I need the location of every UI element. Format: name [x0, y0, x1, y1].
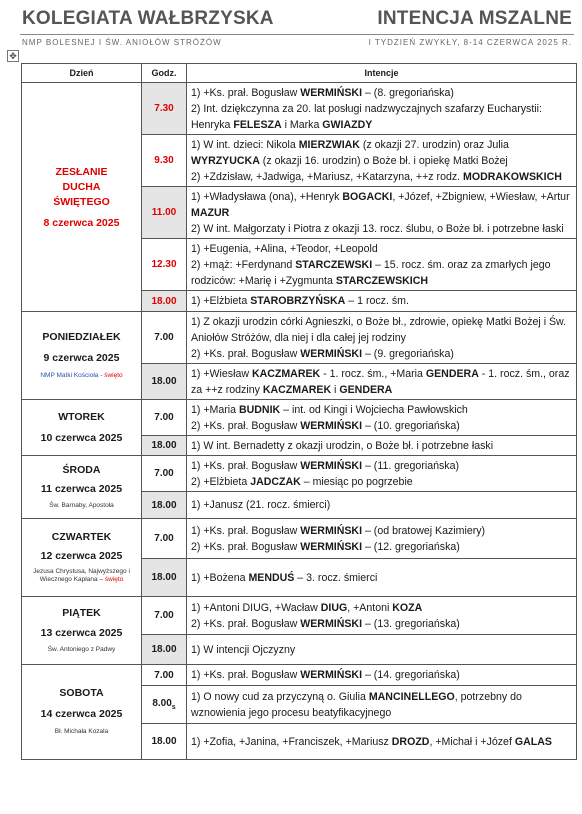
intention-cell: 1) O nowy cud za przyczyną o. Giulia MANCINELLEGO, potrzebny do wznowienia jego procesu beatyfikacyjnego: [187, 686, 577, 724]
day-date: 10 czerwca 2025: [40, 432, 123, 444]
intention-cell: 1) +Elżbieta STAROBRZYŃSKA – 1 rocz. śm.: [187, 291, 577, 312]
church-name: KOLEGIATA WAŁBRZYSKA: [22, 8, 274, 29]
church-subtitle: NMP BOLESNEJ I ŚW. ANIOŁÓW STRÓŻÓW: [22, 38, 222, 47]
document-title: INTENCJA MSZALNE: [377, 8, 572, 29]
intention-cell: 1) +Ks. prał. Bogusław WERMIŃSKI – (11. gregoriańska) 2) +Elżbieta JADCZAK – miesiąc po pogrzebie: [187, 456, 577, 492]
mass-time: $8.00_s$: [142, 686, 187, 724]
mass-time: 7.00: [142, 400, 187, 436]
table-header-row: [22, 64, 577, 83]
mass-time: 7.30: [142, 83, 187, 135]
table-row: [22, 83, 577, 135]
table-row: [22, 665, 577, 686]
intention-cell: 1) Z okazji urodzin córki Agnieszki, o Boże bł., zdrowie, opiekę Matki Bożej i Św. Aniołów Stróżów, dla niej i dla całej jej rodziny 2) +Ks. prał. Bogusław WERMIŃSKI – (9. gregoriańska): [187, 312, 577, 364]
day-date: 14 czerwca 2025: [40, 708, 123, 721]
mass-time: 12.30: [142, 239, 187, 291]
table-row: [22, 400, 577, 436]
day-note: Św. Barnaby, Apostoła: [49, 501, 114, 509]
day-cell-friday: [22, 597, 142, 665]
day-cell-tuesday: [22, 400, 142, 456]
day-date: 12 czerwca 2025: [40, 549, 123, 562]
intention-cell: 1) +Eugenia, +Alina, +Teodor, +Leopold 2) +mąż: +Ferdynand STARCZEWSKI – 15. rocz. śm. oraz za zmarłych jego rodziców: +Marię i +Zygmunta STARCZEWSKICH: [187, 239, 577, 291]
table-row: [22, 597, 577, 635]
day-name: CZWARTEK: [51, 530, 112, 543]
intention-cell: 1) +Ks. prał. Bogusław WERMIŃSKI – (8. gregoriańska) 2) Int. dziękczynna za 20. lat posługi nadzwyczajnych szafarzy Eucharystii: Henryka FELESZA i Marka GWIAZDY: [187, 83, 577, 135]
header-divider: [20, 34, 574, 35]
day-name: ZESŁANIE DUCHA ŚWIĘTEGO: [53, 166, 110, 208]
intention-cell: 1) +Wiesław KACZMAREK - 1. rocz. śm., +Maria GENDERA - 1. rocz. śm., oraz za ++z rodziny KACZMAREK i GENDERA: [187, 364, 577, 400]
intention-cell: 1) +Władysława (ona), +Henryk BOGACKI, +Józef, +Zbigniew, +Wiesław, +Artur MAZUR 2) W int. Małgorzaty i Piotra z okazji 13. rocz. ślubu, o Boże bł. i potrzebne łaski: [187, 187, 577, 239]
table-row: [22, 312, 577, 364]
day-date: 13 czerwca 2025: [40, 626, 123, 639]
day-name: SOBOTA: [59, 687, 104, 700]
day-note: Jezusa Chrystusa, Najwyższego i Wiecznego Kapłana – święto: [33, 567, 130, 583]
mass-time: 18.00: [142, 364, 187, 400]
table-row: [22, 456, 577, 492]
intention-cell: 1) +Bożena MENDUŚ – 3. rocz. śmierci: [187, 559, 577, 597]
day-cell-wednesday: [22, 456, 142, 519]
day-cell-saturday: [22, 665, 142, 760]
day-name: ŚRODA: [62, 463, 101, 476]
day-cell-thursday: [22, 519, 142, 597]
week-subtitle: I TYDZIEŃ ZWYKŁY, 8-14 CZERWCA 2025 R.: [368, 38, 572, 47]
table-row: [22, 519, 577, 559]
intentions-table: [21, 63, 577, 760]
mass-time: 18.00: [142, 492, 187, 519]
intention-cell: 1) +Maria BUDNIK – int. od Kingi i Wojciecha Pawłowskich 2) +Ks. prał. Bogusław WERMIŃSKI – (10. gregoriańska): [187, 400, 577, 436]
mass-time: 7.00: [142, 665, 187, 686]
intention-cell: 1) W int. dzieci: Nikola MIERZWIAK (z okazji 27. urodzin) oraz Julia WYRZYUCKA (z okazji 16. urodzin) o Boże bł. i opiekę Matki Bożej 2) +Zdzisław, +Jadwiga, +Mariusz, +Katarzyna, ++z rodz. MODRAKOWSKICH: [187, 135, 577, 187]
day-cell-sunday: [22, 83, 142, 312]
day-date: 11 czerwca 2025: [40, 482, 123, 495]
mass-time: 7.00: [142, 312, 187, 364]
mass-time: 7.00: [142, 519, 187, 559]
day-name: PIĄTEK: [62, 606, 101, 619]
intention-cell: 1) W intencji Ojczyzny: [187, 635, 577, 665]
mass-time: 11.00: [142, 187, 187, 239]
day-date: 9 czerwca 2025: [43, 351, 120, 364]
page-header: [20, 4, 574, 47]
col-header-time: Godz.: [142, 64, 187, 83]
intention-cell: 1) +Ks. prał. Bogusław WERMIŃSKI – (od bratowej Kazimiery) 2) +Ks. prał. Bogusław WERMIŃSKI – (12. gregoriańska): [187, 519, 577, 559]
day-note: Św. Antoniego z Padwy: [47, 645, 116, 653]
intention-cell: 1) W int. Bernadetty z okazji urodzin, o Boże bł. i potrzebne łaski: [187, 436, 577, 456]
day-date: 8 czerwca 2025: [43, 217, 120, 229]
mass-time: 18.00: [142, 291, 187, 312]
intention-cell: 1) +Zofia, +Janina, +Franciszek, +Mariusz DROZD, +Michał i +Józef GALAS: [187, 724, 577, 760]
intention-cell: 1) +Ks. prał. Bogusław WERMIŃSKI – (14. gregoriańska): [187, 665, 577, 686]
mass-time: 7.00: [142, 456, 187, 492]
day-name: WTOREK: [58, 411, 105, 423]
mass-time: 18.00: [142, 559, 187, 597]
day-cell-monday: [22, 312, 142, 400]
day-name: PONIEDZIAŁEK: [42, 330, 121, 343]
col-header-day: Dzień: [22, 64, 142, 83]
mass-time: 18.00: [142, 635, 187, 665]
mass-time: 18.00: [142, 724, 187, 760]
intention-cell: 1) +Janusz (21. rocz. śmierci): [187, 492, 577, 519]
day-note: Bł. Michała Kozala: [54, 728, 109, 736]
day-note: NMP Matki Kościoła - święto: [40, 371, 123, 379]
mass-time: 7.00: [142, 597, 187, 635]
col-header-intentions: Intencje: [187, 64, 577, 83]
mass-time: 9.30: [142, 135, 187, 187]
table-move-handle-icon[interactable]: ✥: [7, 50, 19, 62]
intention-cell: 1) +Antoni DIUG, +Wacław DIUG, +Antoni KOZA 2) +Ks. prał. Bogusław WERMIŃSKI – (13. gregoriańska): [187, 597, 577, 635]
mass-time: 18.00: [142, 436, 187, 456]
